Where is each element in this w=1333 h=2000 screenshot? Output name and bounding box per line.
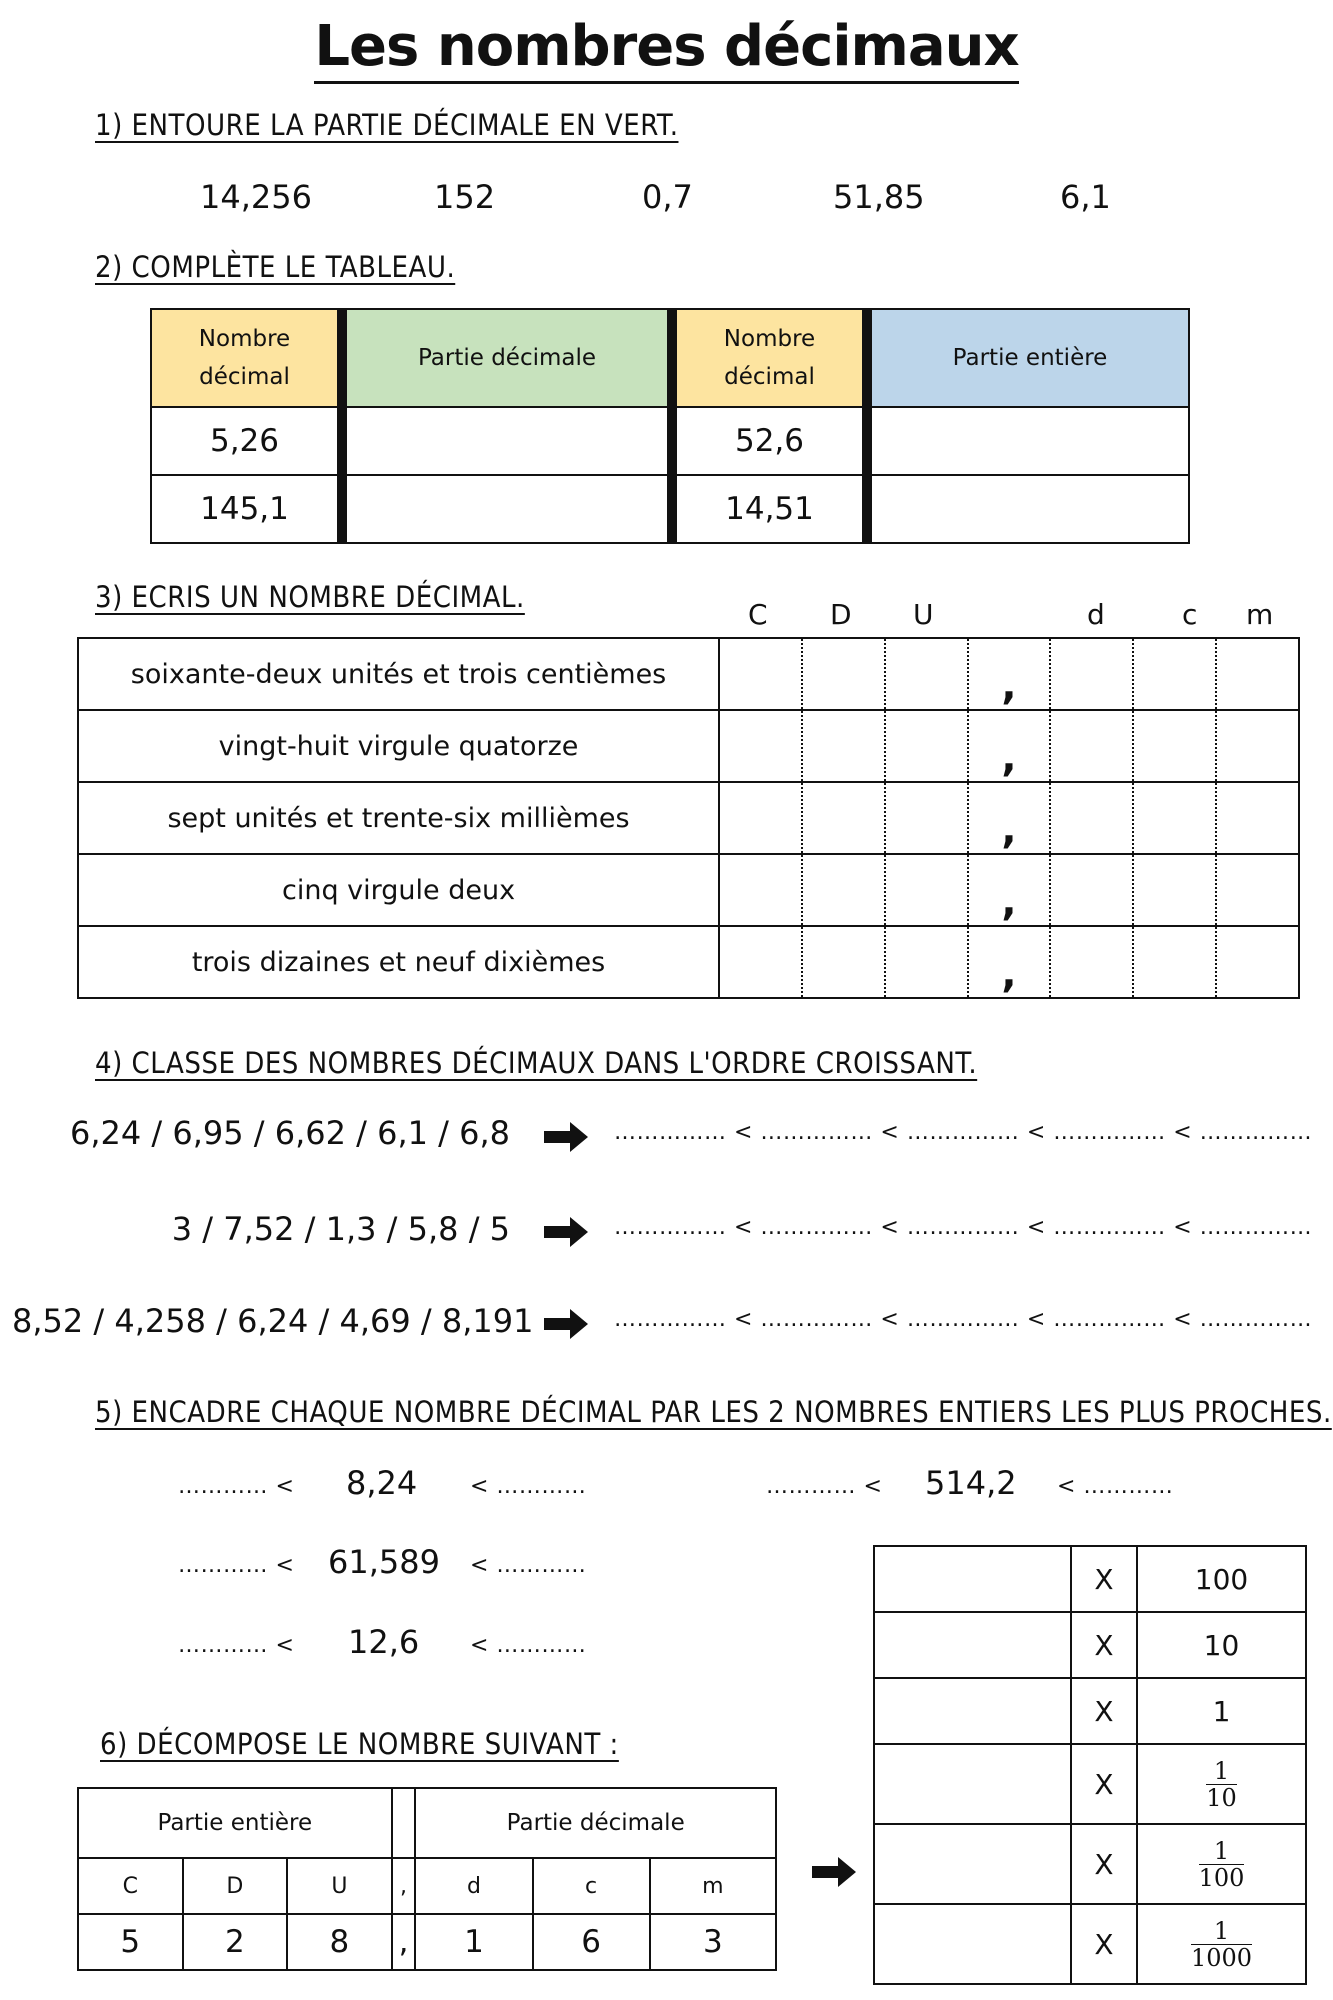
right-arrow-icon bbox=[544, 1217, 588, 1247]
answer-cell[interactable] bbox=[867, 475, 1189, 543]
header-partie-decimale: Partie décimale bbox=[342, 309, 672, 407]
digit-cell[interactable] bbox=[885, 782, 968, 854]
number-sequence: 6,24 / 6,95 / 6,62 / 6,1 / 6,8 bbox=[69, 1114, 510, 1152]
answer-cell[interactable] bbox=[867, 407, 1189, 475]
answer-cell[interactable] bbox=[874, 1678, 1071, 1744]
digit-cell[interactable] bbox=[1050, 854, 1133, 926]
digit: 6 bbox=[533, 1914, 650, 1970]
digit-cell[interactable] bbox=[1216, 710, 1299, 782]
decimal-number: 514,2 bbox=[925, 1464, 1017, 1502]
times-sign: X bbox=[1071, 1904, 1137, 1984]
header-nombre-decimal: Nombre décimal bbox=[151, 309, 342, 407]
right-arrow-icon bbox=[812, 1857, 856, 1887]
ex1-heading: 1) ENTOURE LA PARTIE DÉCIMALE EN VERT. bbox=[95, 108, 679, 142]
digit-cell[interactable] bbox=[719, 638, 802, 710]
digit-cell[interactable] bbox=[1050, 710, 1133, 782]
ex5-heading: 5) ENCADRE CHAQUE NOMBRE DÉCIMAL PAR LES 2 NOMBRES ENTIERS LES PLUS PROCHES. bbox=[95, 1395, 1332, 1429]
col-label: C bbox=[78, 1858, 183, 1914]
col-label-m: m bbox=[1246, 598, 1274, 631]
digit-cell[interactable] bbox=[1133, 638, 1216, 710]
digit-cell[interactable] bbox=[719, 782, 802, 854]
answer-line[interactable]: …………… < …………… < …………… < …………… < …………… bbox=[614, 1215, 1313, 1240]
answer-dots[interactable]: < ………… bbox=[1057, 1474, 1174, 1499]
answer-line[interactable]: …………… < …………… < …………… < …………… < …………… bbox=[614, 1307, 1313, 1332]
table-cell: 14,51 bbox=[672, 475, 867, 543]
answer-cell[interactable] bbox=[874, 1546, 1071, 1612]
answer-dots[interactable]: ………… < bbox=[178, 1633, 295, 1658]
col-label-d-small: d bbox=[1087, 598, 1105, 631]
number-sequence: 3 / 7,52 / 1,3 / 5,8 / 5 bbox=[171, 1210, 510, 1248]
ex3-table bbox=[77, 637, 1300, 999]
ex2-heading: 2) COMPLÈTE LE TABLEAU. bbox=[95, 250, 456, 284]
answer-cell[interactable] bbox=[874, 1904, 1071, 1984]
digit-cell[interactable] bbox=[1050, 926, 1133, 998]
page-title: Les nombres décimaux bbox=[0, 14, 1333, 79]
right-arrow-icon bbox=[544, 1122, 588, 1152]
col-label-c-small: c bbox=[1182, 598, 1198, 631]
col-label-c: C bbox=[748, 598, 768, 631]
digit-cell[interactable] bbox=[802, 782, 885, 854]
header-nombre-decimal: Nombre décimal bbox=[672, 309, 867, 407]
digit: 8 bbox=[287, 1914, 392, 1970]
digit-cell[interactable] bbox=[1133, 926, 1216, 998]
answer-dots[interactable]: < ………… bbox=[470, 1474, 587, 1499]
answer-cell[interactable] bbox=[874, 1744, 1071, 1824]
ex1-number: 6,1 bbox=[1060, 178, 1111, 216]
ex1-number: 51,85 bbox=[833, 178, 925, 216]
decimal-number: 61,589 bbox=[328, 1543, 440, 1581]
number-words: vingt-huit virgule quatorze bbox=[78, 710, 719, 782]
digit-cell[interactable] bbox=[1133, 782, 1216, 854]
digit-cell[interactable] bbox=[885, 926, 968, 998]
col-label: , bbox=[392, 1858, 416, 1914]
digit-cell[interactable] bbox=[1216, 782, 1299, 854]
number-words: trois dizaines et neuf dixièmes bbox=[78, 926, 719, 998]
table-cell: 145,1 bbox=[151, 475, 342, 543]
decimal-number: 8,24 bbox=[346, 1464, 418, 1502]
col-label: U bbox=[287, 1858, 392, 1914]
ex6-table bbox=[77, 1787, 777, 1971]
answer-cell[interactable] bbox=[874, 1612, 1071, 1678]
number-words: sept unités et trente-six millièmes bbox=[78, 782, 719, 854]
digit-cell[interactable] bbox=[1216, 638, 1299, 710]
header-partie-entiere: Partie entière bbox=[867, 309, 1189, 407]
comma-cell: , bbox=[968, 638, 1051, 710]
ex1-number: 152 bbox=[434, 178, 496, 216]
header-blank bbox=[392, 1788, 416, 1858]
digit: 1 bbox=[415, 1914, 532, 1970]
table-cell: 5,26 bbox=[151, 407, 342, 475]
ex4-heading: 4) CLASSE DES NOMBRES DÉCIMAUX DANS L'ORDRE CROISSANT. bbox=[95, 1046, 978, 1080]
col-label: d bbox=[415, 1858, 532, 1914]
digit-cell[interactable] bbox=[885, 710, 968, 782]
times-sign: X bbox=[1071, 1678, 1137, 1744]
number-words: cinq virgule deux bbox=[78, 854, 719, 926]
digit-cell[interactable] bbox=[802, 926, 885, 998]
answer-cell[interactable] bbox=[342, 407, 672, 475]
digit-cell[interactable] bbox=[885, 638, 968, 710]
multiplier: 1 bbox=[1137, 1678, 1306, 1744]
number-words: soixante-deux unités et trois centièmes bbox=[78, 638, 719, 710]
comma-cell: , bbox=[968, 710, 1051, 782]
number-sequence: 8,52 / 4,258 / 6,24 / 4,69 / 8,191 bbox=[12, 1302, 534, 1340]
digit-cell[interactable] bbox=[719, 710, 802, 782]
ex3-heading: 3) ECRIS UN NOMBRE DÉCIMAL. bbox=[95, 580, 525, 614]
times-sign: X bbox=[1071, 1546, 1137, 1612]
digit: 3 bbox=[650, 1914, 776, 1970]
answer-cell[interactable] bbox=[342, 475, 672, 543]
times-sign: X bbox=[1071, 1612, 1137, 1678]
digit-cell[interactable] bbox=[885, 854, 968, 926]
header-partie-entiere: Partie entière bbox=[78, 1788, 392, 1858]
col-label-d: D bbox=[830, 598, 852, 631]
fraction: $\frac{1}{10}$ bbox=[1206, 1756, 1237, 1812]
digit: , bbox=[392, 1914, 416, 1970]
digit-cell[interactable] bbox=[1133, 710, 1216, 782]
multiplier bbox=[1137, 1744, 1306, 1824]
times-sign: X bbox=[1071, 1744, 1137, 1824]
multiplier: 100 bbox=[1137, 1546, 1306, 1612]
digit-cell[interactable] bbox=[1050, 638, 1133, 710]
decomposition-table bbox=[873, 1545, 1307, 1985]
multiplier bbox=[1137, 1904, 1306, 1984]
answer-dots[interactable]: < ………… bbox=[470, 1633, 587, 1658]
digit-cell[interactable] bbox=[1050, 782, 1133, 854]
answer-dots[interactable]: < ………… bbox=[470, 1553, 587, 1578]
col-label-u: U bbox=[913, 598, 934, 631]
multiplier bbox=[1137, 1824, 1306, 1904]
digit-cell[interactable] bbox=[1216, 926, 1299, 998]
multiplier: 10 bbox=[1137, 1612, 1306, 1678]
answer-cell[interactable] bbox=[874, 1824, 1071, 1904]
digit-cell[interactable] bbox=[719, 926, 802, 998]
fraction: $\frac{1}{100}$ bbox=[1198, 1836, 1245, 1892]
header-partie-decimale: Partie décimale bbox=[415, 1788, 776, 1858]
ex1-number: 0,7 bbox=[642, 178, 693, 216]
digit-cell[interactable] bbox=[802, 710, 885, 782]
answer-dots[interactable]: ………… < bbox=[766, 1474, 883, 1499]
comma-cell: , bbox=[968, 782, 1051, 854]
digit-cell[interactable] bbox=[1216, 854, 1299, 926]
answer-line[interactable]: …………… < …………… < …………… < …………… < …………… bbox=[614, 1120, 1313, 1145]
ex1-number: 14,256 bbox=[200, 178, 312, 216]
col-label: c bbox=[533, 1858, 650, 1914]
digit-cell[interactable] bbox=[719, 854, 802, 926]
digit-cell[interactable] bbox=[802, 638, 885, 710]
digit-cell[interactable] bbox=[802, 854, 885, 926]
digit: 2 bbox=[183, 1914, 288, 1970]
col-label: m bbox=[650, 1858, 776, 1914]
digit-cell[interactable] bbox=[1133, 854, 1216, 926]
ex6-heading: 6) DÉCOMPOSE LE NOMBRE SUIVANT : bbox=[100, 1727, 619, 1761]
comma-cell: , bbox=[968, 926, 1051, 998]
table-cell: 52,6 bbox=[672, 407, 867, 475]
right-arrow-icon bbox=[544, 1309, 588, 1339]
digit: 5 bbox=[78, 1914, 183, 1970]
decimal-number: 12,6 bbox=[348, 1623, 420, 1661]
answer-dots[interactable]: ………… < bbox=[178, 1553, 295, 1578]
ex2-table bbox=[150, 308, 1190, 544]
fraction: $\frac{1}{1000}$ bbox=[1190, 1916, 1253, 1972]
times-sign: X bbox=[1071, 1824, 1137, 1904]
comma-cell: , bbox=[968, 854, 1051, 926]
col-label: D bbox=[183, 1858, 288, 1914]
answer-dots[interactable]: ………… < bbox=[178, 1474, 295, 1499]
